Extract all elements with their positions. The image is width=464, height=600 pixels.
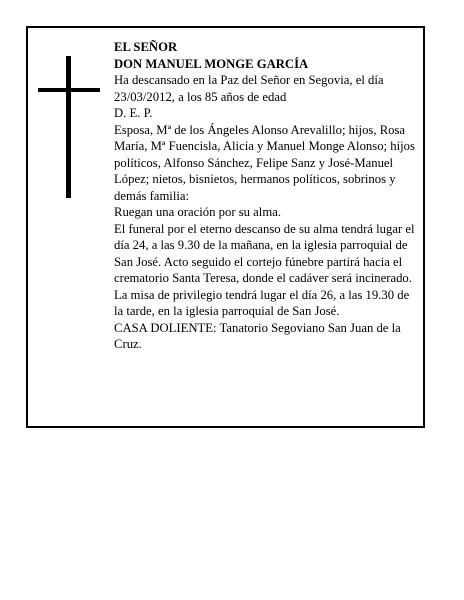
notice-title: EL SEÑOR: [114, 40, 178, 54]
rip-line: D. E. P.: [114, 106, 153, 120]
notice-text: [114, 39, 420, 353]
cross-icon: [38, 56, 100, 198]
prayer-request: Ruegan una oración por su alma.: [114, 205, 282, 219]
funeral-details: El funeral por el eterno descanso de su alma tendrá lugar el día 24, a las 9.30 de la mañana, en la iglesia parroquial de San José. Acto seguido el cortejo fúnebre partirá hacia el crematorio Santa Teresa, donde el cadáver será incinerado. La misa de privilegio tendrá lugar el día 26, a las 19.30 de la tarde, en la iglesia parroquial de San José.: [114, 221, 415, 318]
funeral-home: CASA DOLIENTE: Tanatorio Segoviano San Juan de la Cruz.: [114, 320, 401, 351]
cross-horizontal-bar: [38, 88, 100, 92]
obituary-notice: [26, 26, 425, 428]
cross-vertical-bar: [66, 56, 71, 198]
deceased-name: DON MANUEL MONGE GARCÍA: [114, 56, 309, 71]
family-list: Esposa, Mª de los Ángeles Alonso Arevalillo; hijos, Rosa María, Mª Fuencisla, Alicia y Manuel Monge Alonso; hijos políticos, Alfonso Sánchez, Felipe Sanz y José-Manuel López; nietos, bisnietos, hermanos políticos, sobrinos y demás familia:: [114, 122, 415, 203]
death-announcement: Ha descansado en la Paz del Señor en Segovia, el día 23/03/2012, a los 85 años de edad: [114, 73, 384, 104]
